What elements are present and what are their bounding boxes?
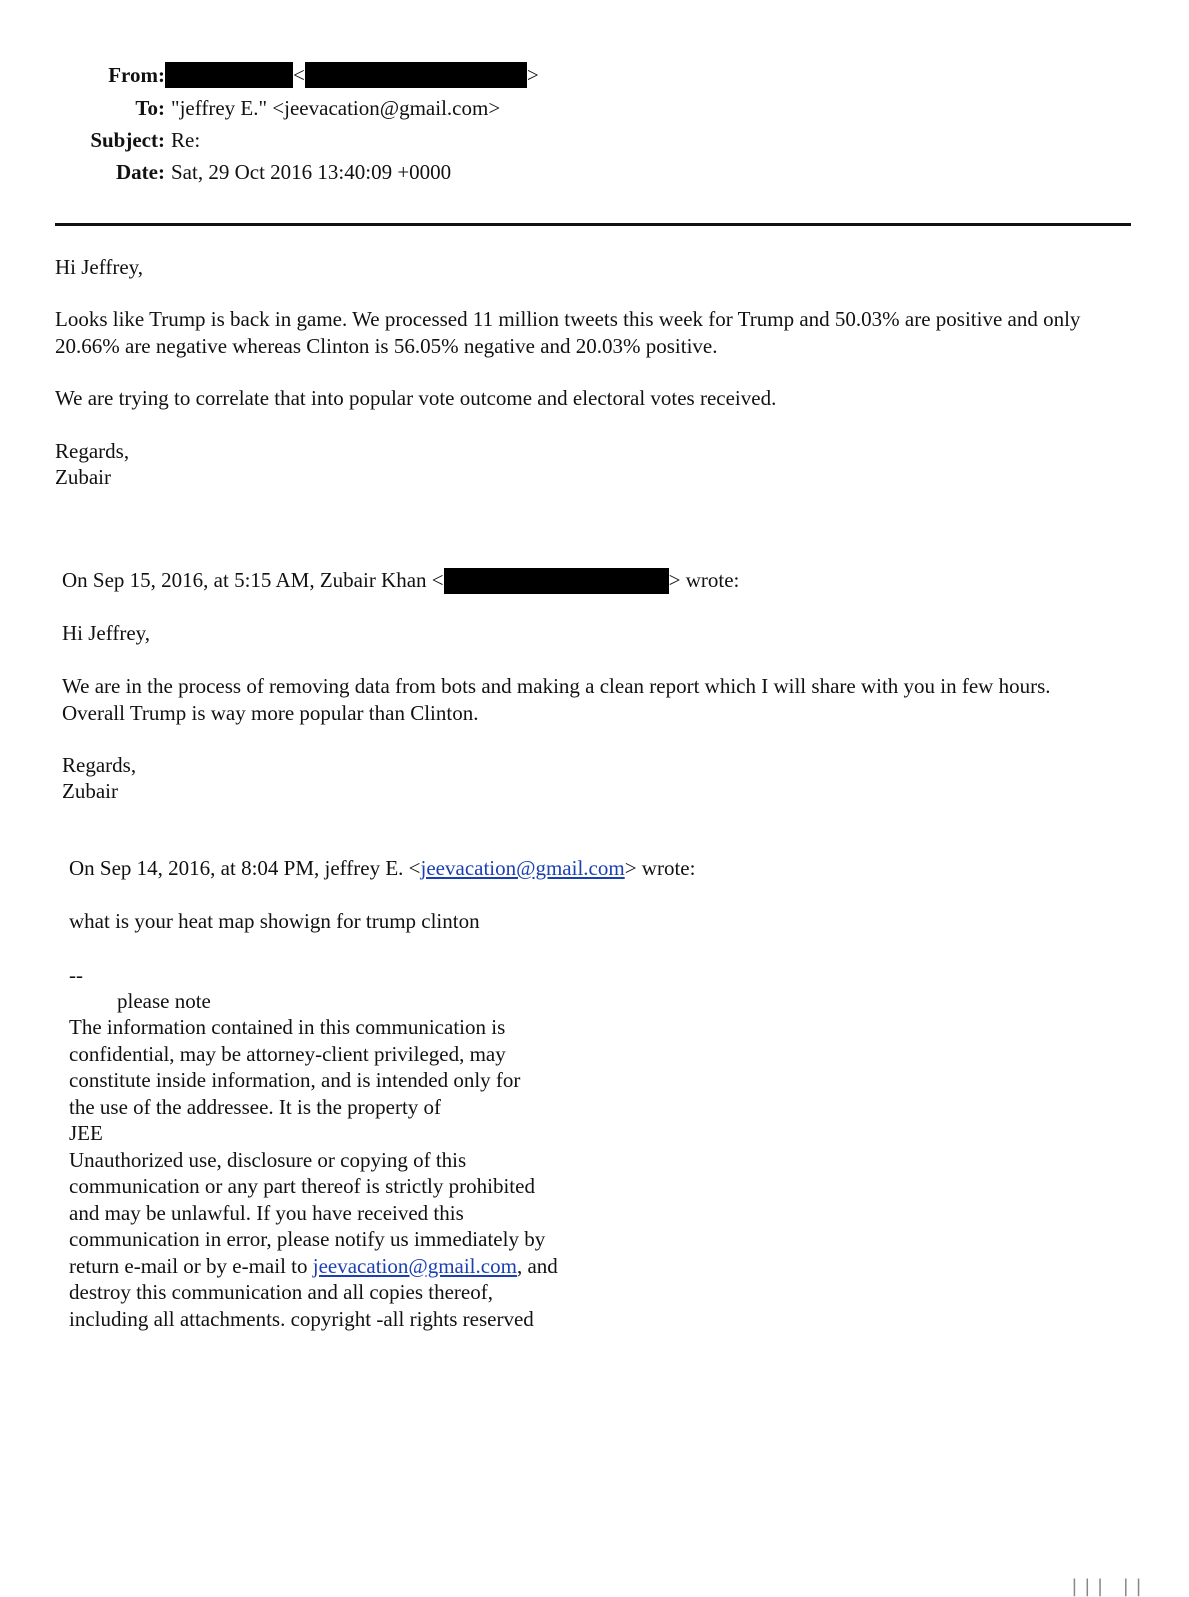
- redacted-zubair-email: [444, 568, 669, 594]
- date-value: Sat, 29 Oct 2016 13:40:09 +0000: [171, 160, 452, 184]
- signature-separator: --: [69, 963, 83, 987]
- from-close-bracket: >: [526, 62, 539, 87]
- quote2-intro-suffix: > wrote:: [624, 856, 696, 880]
- date-label: Date:: [116, 160, 165, 184]
- disclaimer-line: the use of the addressee. It is the property of: [69, 1094, 442, 1119]
- disclaimer-line: including all attachments. copyright -all rights reserved: [69, 1306, 534, 1331]
- disclaimer-line: Unauthorized use, disclosure or copying of this: [69, 1147, 467, 1172]
- header-divider: [55, 223, 1131, 226]
- message1-body2: We are trying to correlate that into popular vote outcome and electoral votes received.: [55, 386, 777, 410]
- note-title: please note: [117, 989, 211, 1013]
- quote2-intro-prefix: On Sep 14, 2016, at 8:04 PM, jeffrey E. <: [69, 856, 421, 880]
- disclaimer-email-suffix: , and: [516, 1253, 558, 1278]
- message1-body1: Looks like Trump is back in game. We processed 11 million tweets this week for Trump and 50.03% are positive and only 20.66% are negative whereas Clinton is 56.05% negative and 20.03% positive.: [55, 307, 1081, 358]
- quote2-intro: [69, 855, 695, 882]
- redacted-sender-email: [305, 62, 527, 88]
- from-open-bracket: <: [293, 62, 305, 87]
- redacted-sender-name: [165, 62, 293, 88]
- from-row: [0, 62, 539, 88]
- disclaimer-email-link[interactable]: jeevacation@gmail.com: [312, 1253, 517, 1278]
- disclaimer-email-prefix: return e-mail or by e-mail to: [69, 1253, 313, 1278]
- to-value: "jeffrey E." <jeevacation@gmail.com>: [171, 96, 501, 120]
- quote1-regards: Regards,: [62, 753, 137, 777]
- disclaimer-line: JEE: [69, 1121, 103, 1145]
- disclaimer-email-line: [69, 1253, 558, 1280]
- quote2-body: what is your heat map showign for trump clinton: [69, 909, 480, 933]
- disclaimer-line: confidential, may be attorney-client privileged, may: [69, 1041, 506, 1066]
- message1-signature: Zubair: [55, 465, 111, 489]
- quote1-intro-prefix: On Sep 15, 2016, at 5:15 AM, Zubair Khan <: [62, 568, 444, 592]
- message1-regards: Regards,: [55, 439, 130, 463]
- quote1-body: We are in the process of removing data from bots and making a clean report which I will share with you in few hours. Overall Trump is way more popular than Clinton.: [62, 674, 1051, 725]
- disclaimer-line: communication or any part thereof is strictly prohibited: [69, 1174, 535, 1198]
- quote1-intro-suffix: > wrote:: [668, 568, 740, 592]
- quote1-intro: [62, 567, 739, 594]
- message1-greeting: Hi Jeffrey,: [55, 255, 144, 279]
- subject-value: Re:: [171, 128, 201, 152]
- quote1-signature: Zubair: [62, 779, 118, 803]
- quote2-intro-email-link[interactable]: jeevacation@gmail.com: [420, 856, 625, 880]
- quote1-greeting: Hi Jeffrey,: [62, 621, 151, 645]
- disclaimer-line: The information contained in this communication is: [69, 1015, 506, 1039]
- scan-artifact: ||| ||: [1069, 1576, 1147, 1597]
- subject-label: Subject:: [90, 128, 165, 152]
- to-label: To:: [135, 96, 165, 120]
- disclaimer-block: [69, 1014, 558, 1332]
- disclaimer-line: destroy this communication and all copies thereof,: [69, 1280, 493, 1304]
- to-row: [0, 96, 500, 121]
- from-label: From:: [108, 62, 165, 87]
- disclaimer-line: communication in error, please notify us immediately by: [69, 1227, 546, 1251]
- disclaimer-line: and may be unlawful. If you have received this: [69, 1200, 464, 1225]
- disclaimer-line: constitute inside information, and is intended only for: [69, 1068, 521, 1092]
- subject-row: [0, 128, 200, 153]
- date-row: [0, 160, 451, 185]
